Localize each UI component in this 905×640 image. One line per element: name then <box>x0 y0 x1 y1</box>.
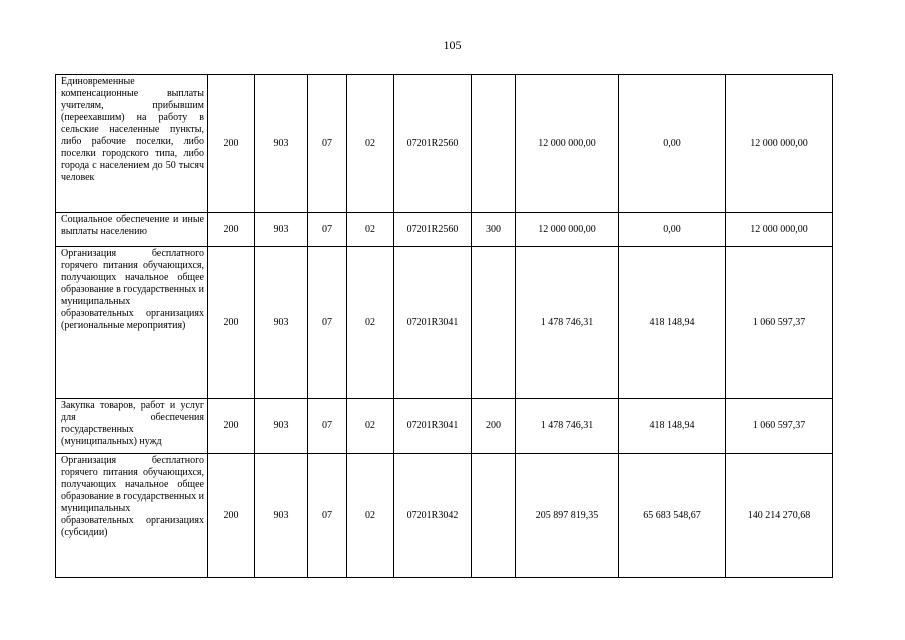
row-rz: 07 <box>308 75 347 213</box>
row-code: 200 <box>208 399 255 454</box>
table-row <box>56 399 833 454</box>
row-name: Закупка товаров, работ и услуг для обеспечения государственных (муниципальных) нужд <box>56 399 208 454</box>
row-name: Единовременные компенсационные выплаты учителям, прибывшим (переехавшим) на работу в сельские населенные пункты, либо рабочие поселки, либо поселки городского типа, либо города с населением до 50 тысяч человек <box>56 75 208 213</box>
row-executed: 0,00 <box>619 213 726 247</box>
row-vr <box>472 75 516 213</box>
row-remainder: 1 060 597,37 <box>726 247 833 399</box>
row-pr: 02 <box>347 213 394 247</box>
row-csr: 07201R3041 <box>394 247 472 399</box>
row-plan: 1 478 746,31 <box>516 247 619 399</box>
row-grbs: 903 <box>255 399 308 454</box>
row-pr: 02 <box>347 399 394 454</box>
row-executed: 65 683 548,67 <box>619 454 726 578</box>
row-name: Социальное обеспечение и иные выплаты населению <box>56 213 208 247</box>
row-remainder: 1 060 597,37 <box>726 399 833 454</box>
row-code: 200 <box>208 247 255 399</box>
row-csr: 07201R2560 <box>394 213 472 247</box>
row-code: 200 <box>208 454 255 578</box>
row-name: Организация бесплатного горячего питания обучающихся, получающих начальное общее образование в государственных и муниципальных образовательных организациях (субсидии) <box>56 454 208 578</box>
row-code: 200 <box>208 213 255 247</box>
row-plan: 12 000 000,00 <box>516 213 619 247</box>
row-remainder: 12 000 000,00 <box>726 213 833 247</box>
row-grbs: 903 <box>255 454 308 578</box>
row-pr: 02 <box>347 454 394 578</box>
row-plan: 1 478 746,31 <box>516 399 619 454</box>
row-csr: 07201R2560 <box>394 75 472 213</box>
row-csr: 07201R3041 <box>394 399 472 454</box>
row-name: Организация бесплатного горячего питания обучающихся, получающих начальное общее образование в государственных и муниципальных образовательных организациях (региональные мероприятия) <box>56 247 208 399</box>
row-executed: 418 148,94 <box>619 247 726 399</box>
row-vr: 200 <box>472 399 516 454</box>
budget-table <box>55 74 833 578</box>
row-pr: 02 <box>347 75 394 213</box>
row-vr <box>472 454 516 578</box>
row-remainder: 12 000 000,00 <box>726 75 833 213</box>
row-rz: 07 <box>308 399 347 454</box>
row-executed: 418 148,94 <box>619 399 726 454</box>
row-grbs: 903 <box>255 75 308 213</box>
row-rz: 07 <box>308 213 347 247</box>
row-executed: 0,00 <box>619 75 726 213</box>
row-vr <box>472 247 516 399</box>
row-rz: 07 <box>308 247 347 399</box>
page-number: 105 <box>443 38 462 52</box>
table-row <box>56 247 833 399</box>
row-pr: 02 <box>347 247 394 399</box>
row-grbs: 903 <box>255 247 308 399</box>
table-row <box>56 75 833 213</box>
row-plan: 205 897 819,35 <box>516 454 619 578</box>
table-row <box>56 213 833 247</box>
row-rz: 07 <box>308 454 347 578</box>
row-remainder: 140 214 270,68 <box>726 454 833 578</box>
row-code: 200 <box>208 75 255 213</box>
table-row <box>56 454 833 578</box>
row-grbs: 903 <box>255 213 308 247</box>
row-plan: 12 000 000,00 <box>516 75 619 213</box>
row-vr: 300 <box>472 213 516 247</box>
row-csr: 07201R3042 <box>394 454 472 578</box>
